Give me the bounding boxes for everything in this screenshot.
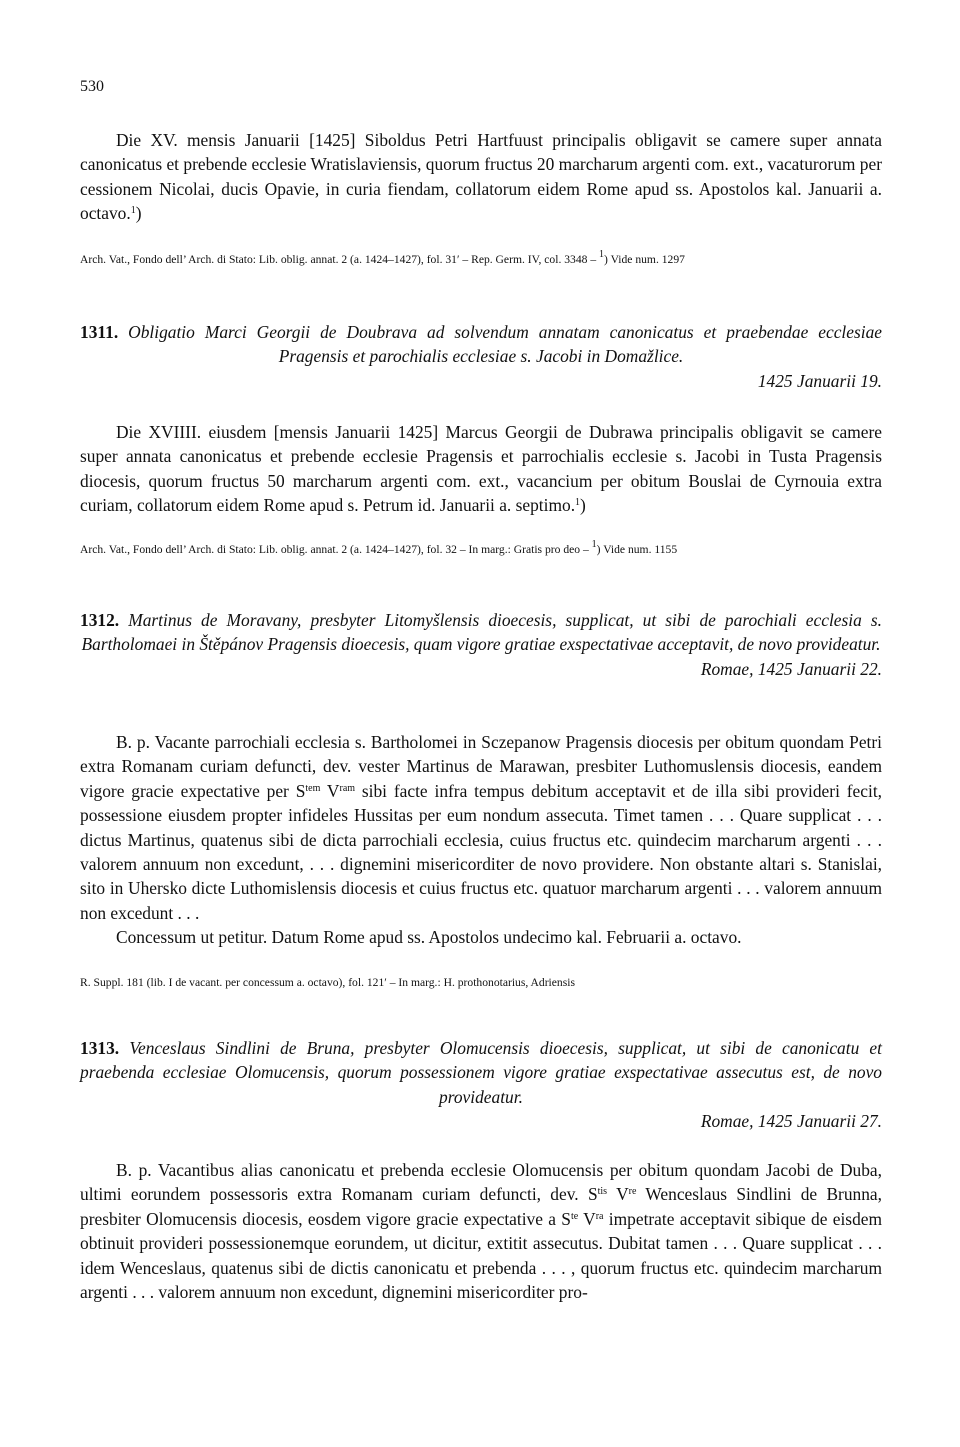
entry-text — [80, 1158, 882, 1304]
entry-date: Romae, 1425 Januarii 27. — [700, 1111, 882, 1132]
entry-date: 1425 Januarii 19. — [757, 370, 882, 391]
entry-1312-header — [80, 608, 882, 681]
entry-title — [80, 320, 882, 369]
entry-1312-body — [80, 730, 882, 950]
entry-1311-body — [80, 420, 882, 518]
footnote-close: ) — [135, 203, 142, 224]
entry-title-text: Obligatio Marci Georgii de Doubrava ad solvendum annatam canonicatus et praebendae ecclesiae Pragensis et parochialis ecclesiae s. Jacobi in Domažlice. — [128, 322, 882, 367]
entry-title-text: Martinus de Moravany, presbyter Litomyšlensis dioecesis, supplicat, ut sibi de parochiali ecclesia s. Bartholomaei in Štěpánov Pragensis dioecesis, quam vigore gratiae exspectativae acceptavit, de novo provideatur. — [81, 610, 882, 655]
entry-prev-source — [80, 249, 882, 267]
source-tail: ) Vide num. 1155 — [596, 543, 678, 556]
source-line — [80, 249, 882, 267]
entry-title — [80, 608, 882, 657]
entry-text — [80, 420, 882, 518]
entry-number: 1312. — [80, 610, 120, 630]
source-line: R. Suppl. 181 (lib. I de vacant. per concessum a. octavo), fol. 121′ – In marg.: H. prothonotarius, Adriensis — [80, 976, 575, 989]
source-line — [80, 539, 882, 557]
entry-1312-source — [80, 975, 882, 990]
abbrev-sup: tem — [305, 782, 321, 794]
footnote-close: ) — [580, 495, 586, 516]
entry-number: 1313. — [80, 1038, 120, 1058]
entry-body-b: V — [607, 1184, 629, 1205]
entry-concessum: Concessum ut petitur. Datum Rome apud ss. Apostolos undecimo kal. Februarii a. octavo. — [116, 927, 742, 948]
entry-number: 1311. — [80, 322, 119, 342]
entry-title-text: Venceslaus Sindlini de Bruna, presbyter Olomucensis dioecesis, supplicat, ut sibi de canonicatu et praebenda ecclesiae Olomucensis, quorum possessionem vigore gratiae exspectativae assecutus est, de novo provideatur. — [80, 1038, 882, 1107]
entry-1313-header — [80, 1036, 882, 1133]
entry-body-a: B. p. Vacantibus alias canonicatu et prebenda ecclesie Olomucensis per obitum quondam Jacobi de Duba, ultimi eorundem possessoris extra Romanam curiam defuncti, dev. S — [80, 1160, 882, 1205]
entry-prev — [80, 128, 882, 226]
entry-body-b: V — [320, 780, 340, 801]
entry-body-c: sibi facte infra tempus debitum acceptavit et de illa sibi provideri fecit, possessione eiusdem propter infideles Hussitas per eum nondum assecuta. Timet tamen . . . Quare supplicat . . . dictus Martinus, quatenus sibi de dicta parrochiali ecclesia, cuius fructus etc. quindecim marcharum argenti . . . valorem annuum non excedunt, . . . dignemini misericorditer de novo providere. Non obstante altari s. Stanislai, sito in Uhersko dicte Luthomislensis diocesis et cuius fructus etc. quatuor marcharum argenti . . . valorem annuum non excedunt . . . — [80, 780, 882, 923]
entry-prev-body: Die XV. mensis Januarii [1425] Siboldus Petri Hartfuust principalis obligavit se camere super annata canonicatus et prebende ecclesie Wratislaviensis, quorum fructus 20 marcharum argenti com. ext., vacaturorum per cessionem Nicolai, ducis Opavie, in curia fiendam, collatorum eidem Rome apud ss. Apostolos kal. Januarii a. octavo. — [80, 130, 882, 224]
page-number: 530 — [80, 78, 104, 95]
abbrev-sup: re — [628, 1186, 637, 1198]
source-tail: ) Vide num. 1297 — [604, 253, 685, 266]
entry-1313-body — [80, 1158, 882, 1304]
footnote-mark: 1 — [575, 497, 581, 509]
source-footnote-mark: 1 — [591, 539, 597, 550]
entry-body-a: B. p. Vacante parrochiali ecclesia s. Bartholomei in Sczepanow Pragensis diocesis per obitum quondam Petri extra Romanam curiam defuncti, dev. vester Martinus de Marawan, presbiter Luthomuslensis diocesis, eandem vigore gracie expectative per S — [80, 732, 882, 801]
abbrev-sup: te — [570, 1210, 579, 1222]
entry-body: Die XVIIII. eiusdem [mensis Januarii 1425] Marcus Georgii de Dubrawa principalis obligavit se camere super annata canonicatus et prebende ecclesie Pragensis et parrochialis ecclesie s. Jacobi in Tusta Pragensis diocesis, quorum fructus 50 marcharum argenti com. ext., vacancium per obitum Bouslai de Cyrnouia extra curiam, collatorum eidem Rome apud s. Petrum id. Januarii a. septimo. — [80, 422, 882, 516]
entry-title — [80, 1036, 882, 1109]
source-footnote-mark: 1 — [599, 249, 605, 260]
footnote-mark: 1 — [130, 205, 136, 217]
entry-1311-source — [80, 539, 882, 557]
abbrev-sup: ram — [339, 782, 356, 794]
abbrev-sup: tis — [597, 1186, 608, 1198]
entry-text — [80, 730, 882, 925]
source-text: Arch. Vat., Fondo dell’ Arch. di Stato: Lib. oblig. annat. 2 (a. 1424–1427), fol. 31′ – Rep. Germ. IV, col. 3348 – — [80, 253, 600, 266]
source-text: Arch. Vat., Fondo dell’ Arch. di Stato: Lib. oblig. annat. 2 (a. 1424–1427), fol. 32 – In marg.: Gratis pro deo – — [80, 543, 592, 556]
entry-body-e: impetrate acceptavit sibique de eisdem obtinuit provideri possessionemque eorundem, ut dicitur, extitit assecutus. Dubitat tamen . . . Quare supplicat . . . idem Wenceslaus, quatenus sibi de dictis canonicatu et prebenda . . . , quorum fructus etc. quindecim marcharum argenti . . . valorem annuum non excedunt, dignemini misericorditer pro- — [80, 1208, 883, 1303]
entry-1311-header — [80, 320, 882, 393]
entry-body-d: V — [578, 1208, 596, 1229]
abbrev-sup: ra — [595, 1210, 604, 1222]
entry-date: Romae, 1425 Januarii 22. — [700, 658, 882, 679]
entry-body-c: Wenceslaus Sindlini de Brunna, presbiter Olomucensis diocesis, eosdem vigore gracie expectative a S — [80, 1184, 882, 1229]
entry-prev-text — [80, 128, 882, 226]
